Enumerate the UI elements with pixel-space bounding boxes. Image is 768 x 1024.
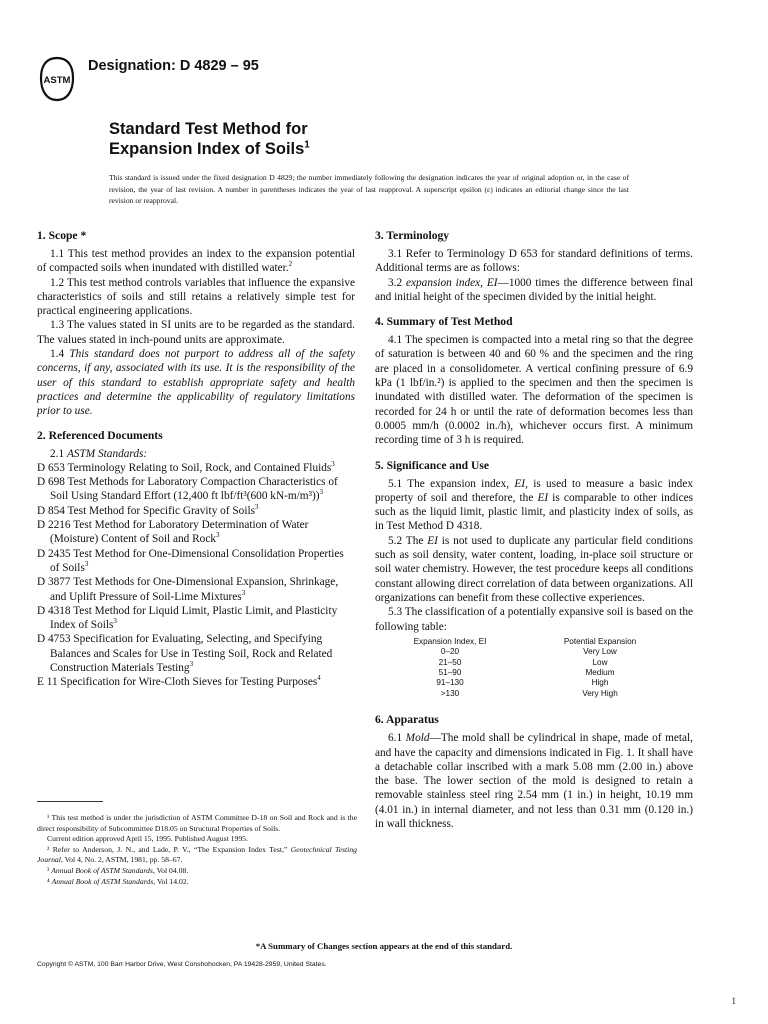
left-column (37, 228, 355, 690)
reference-item: D 2216 Test Method for Laboratory Determination of Water (Moisture) Content of Soil and Rock$^3$ (37, 519, 309, 546)
title-footnote-mark: 1 (304, 139, 310, 151)
para-4-1: 4.1 The specimen is compacted into a metal ring so that the degree of saturation is between 40 and 60 % and the specimen and the ring are placed in a consolidometer. A vertical confining pressure of 6.9 kPa (1 lbf/in.²) is applied to the specimen and then the specimen is inundated with distilled water. The deformation of the specimen is recorded for 24 h or until the rate of deformation becomes less than 0.0005 mm/h (0.0002 in./h), whichever occurs first. A minimum recording time of 3 h is required. (375, 334, 693, 447)
table-row (375, 678, 675, 688)
copyright-line: Copyright © ASTM, 100 Barr Harbor Drive, West Conshohocken, PA 19428-2959, United States. (37, 961, 327, 968)
reference-item: D 4318 Test Method for Liquid Limit, Plastic Limit, and Plasticity Index of Soils$^3$ (37, 604, 338, 632)
reference-item: D 4753 Specification for Evaluating, Selecting, and Specifying Balances and Scales for Use in Testing Soil, Rock and Related Construction Materials Testing$^3$ (37, 633, 333, 675)
para-1-4: 1.4 This standard does not purport to address all of the safety concerns, if any, associated with its use. It is the responsibility of the user of this standard to establish appropriate safety and health practices and determine the applicability of regulatory limitations prior to use. (37, 348, 355, 418)
table-row (375, 647, 675, 657)
para-6-1: 6.1 Mold—The mold shall be cylindrical in shape, made of metal, and have the capacity and dimensions indicated in Fig. 1. It shall have a detachable collar inscribed with a mark 5.08 mm (2.00 in.) above the base. The lower section of the mold is designed to retain a removable stainless steel ring 2.54 mm (1 in.) in height, 10.19 mm (4.01 in.) in internal diameter, and not less than 0.31 mm (0.120 in.) in wall thickness. (375, 732, 693, 831)
table-row (375, 658, 675, 668)
footnote-3: ³ Annual Book of ASTM Standards, Vol 04.08. (47, 865, 189, 875)
footnote-1: ¹ This test method is under the jurisdiction of ASTM Committee D-18 on Soil and Rock and is the direct responsibility of Subcommittee D18.05 on Structural Properties of Soils. (37, 813, 357, 833)
designation: Designation: D 4829 – 95 (88, 58, 259, 74)
section-3-heading: 3. Terminology (375, 229, 450, 242)
issued-note: This standard is issued under the fixed designation D 4829; the number immediately following the designation indicates the year of original adoption or, in the case of revision, the year of last revision. A number in parentheses indicates the year of last reapproval. A superscript epsilon (ε) indicates an editorial change since the last revision or reapproval. (109, 173, 629, 206)
table-cell: >130 (440, 688, 460, 698)
footnote-2: ² Refer to Anderson, J. N., and Lade, P. V., “The Expansion Index Test,” Geotechnical Testing Journal, Vol 4, No. 2, ASTM, 1981, pp. 58–67. (37, 844, 357, 865)
reference-item: D 653 Terminology Relating to Soil, Rock, and Contained Fluids$^3$ (37, 460, 335, 474)
table-cell: Low (592, 657, 608, 667)
title-line-1: Standard Test Method for (109, 120, 308, 138)
para-5-3: 5.3 The classification of a potentially expansive soil is based on the following table: (375, 606, 693, 633)
table-cell: 21–50 (438, 657, 462, 667)
para-5-1: 5.1 The expansion index, EI, is used to measure a basic index property of soil and therefore, the EI is comparable to other indices such as the liquid limit, plastic limit, and plasticity index of soils, as in Test Method D 4318. (375, 477, 693, 533)
table-row (375, 668, 675, 678)
para-5-2: 5.2 The EI is not used to duplicate any particular field conditions such as soil density, water content, loading, in-place soil structure or soil water chemistry. However, the test procedure keeps all conditions constant allowing direct correlation of data between organizations. All organizations can benefit from these collective experiences. (375, 534, 693, 604)
para-3-1: 3.1 Refer to Terminology D 653 for standard definitions of terms. Additional terms are as follows: (375, 248, 693, 275)
logo-lettering: ASTM (43, 75, 71, 86)
table-header-row (375, 637, 675, 647)
para-3-2: 3.2 expansion index, EI—1000 times the difference between final and initial height of the specimen divided by the initial height. (375, 276, 693, 303)
right-column (375, 228, 693, 831)
table-cell: Medium (585, 668, 615, 678)
footnote-4: ⁴ Annual Book of ASTM Standards, Vol 14.02. (47, 876, 189, 886)
footnotes (37, 813, 357, 887)
table-cell: 0–20 (440, 647, 460, 657)
table-cell: High (591, 678, 609, 688)
section-4-heading: 4. Summary of Test Method (375, 315, 513, 329)
table-cell: 51–90 (438, 668, 462, 678)
section-6-heading: 6. Apparatus (375, 713, 439, 727)
footnote-1b: Current edition approved April 15, 1995. Published August 1995. (47, 834, 248, 844)
table-header-cell: Potential Expansion (563, 636, 637, 646)
reference-item: D 698 Test Methods for Laboratory Compaction Characteristics of Soil Using Standard Effort (12,400 ft lbf/ft³(600 kN-m/m³))$^3$ (37, 476, 338, 503)
reference-item: D 2435 Test Method for One-Dimensional Consolidation Properties of Soils$^3$ (37, 547, 344, 574)
section-5-heading: 5. Significance and Use (375, 458, 490, 472)
para-1-3: 1.3 The values stated in SI units are to be regarded as the standard. The values stated in inch-pound units are approximate. (37, 319, 355, 346)
section-2-heading: 2. Referenced Documents (37, 428, 163, 442)
footnote-rule (37, 801, 103, 802)
para-2-1: 2.1 ASTM Standards: (50, 447, 148, 460)
reference-item: D 854 Test Method for Specific Gravity of Soils$^3$ (37, 502, 259, 517)
reference-item: E 11 Specification for Wire-Cloth Sieves for Testing Purposes$^4$ (37, 674, 321, 689)
table-cell: Very Low (583, 647, 617, 657)
table-cell: 91–130 (436, 678, 464, 688)
table-row (375, 689, 675, 699)
table-cell: Very High (582, 688, 618, 698)
section-1-heading: 1. Scope * (37, 229, 87, 242)
table-header-cell: Expansion Index, EI (413, 636, 487, 646)
title-line-2: Expansion Index of Soils (109, 140, 305, 158)
reference-list (37, 461, 355, 690)
summary-of-changes-note: *A Summary of Changes section appears at the end of this standard. (255, 941, 513, 951)
para-1-1: 1.1 This test method provides an index to the expansion potential of compacted soils when inundated with distilled water.$^2$ (37, 248, 355, 275)
document-title (109, 119, 310, 159)
page-number: 1 (731, 996, 736, 1006)
reference-item: D 3877 Test Methods for One-Dimensional Expansion, Shrinkage, and Uplift Pressure of Soil-Lime Mixtures$^3$ (37, 576, 339, 603)
classification-table (375, 637, 675, 699)
para-1-2: 1.2 This test method controls variables that influence the expansive characteristics of soils and still retains a relatively simple test for practical engineering applications. (37, 276, 355, 318)
astm-logo (38, 56, 76, 102)
